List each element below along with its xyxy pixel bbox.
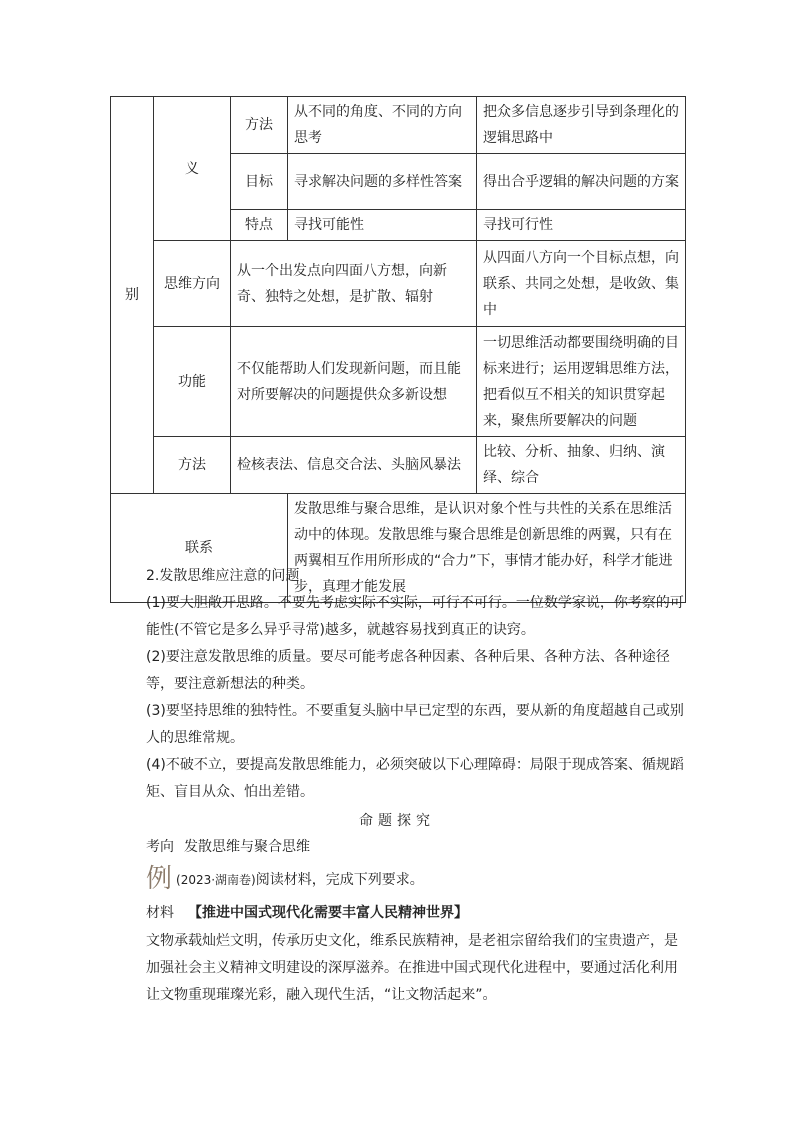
table-row [111, 437, 686, 494]
material-title: 【推进中国式现代化需要丰富人民精神世界】 [188, 905, 468, 921]
link-label: 联系 [111, 494, 288, 603]
convergent-cell: 寻找可行性 [477, 210, 686, 241]
comparison-table [110, 96, 686, 603]
row-label: 方法 [231, 97, 288, 154]
convergent-cell: 一切思维活动都要围绕明确的目标来进行；运用逻辑思维方法，把看似互不相关的知识贯穿起来，聚焦所要解决的问题 [477, 327, 686, 437]
material-paragraph: 文物承载灿烂文明，传承历史文化，维系民族精神，是老祖宗留给我们的宝贵遗产，是加强社会主义精神文明建设的深厚滋养。在推进中国式现代化进程中，要通过活化利用让文物重现璀璨光彩，融入现代生活，“让文物活起来”。 [146, 933, 678, 1003]
example-source: (2023·湖南卷) [176, 873, 256, 887]
link-text: 发散思维与聚合思维，是认识对象个性与共性的关系在思维活动中的体现。发散思维与聚合思维是创新思维的两翼，只有在两翼相互作用所形成的“合力”下，事情才能办好，科学才能进步，真理才能发展 [288, 494, 686, 603]
divergent-cell: 寻找可能性 [288, 210, 477, 241]
paragraph: (1)要大胆敞开思路。不要先考虑实际不实际，可行不可行。一位数学家说，你考察的可能性(不管它是多么异乎寻常)越多，就越容易找到真正的诀窍。 [146, 595, 684, 638]
section2-title: 2.发散思维应注意的问题 [146, 568, 300, 584]
convergent-cell: 把众多信息逐步引导到条理化的逻辑思路中 [477, 97, 686, 154]
divergent-cell: 不仅能帮助人们发现新问题，而且能对所要解决的问题提供众多新设想 [231, 327, 477, 437]
yi-cell: 义 [154, 97, 231, 241]
convergent-cell: 比较、分析、抽象、归纳、演绎、综合 [477, 437, 686, 494]
example-line [146, 858, 424, 895]
paragraph: (4)不破不立，要提高发散思维能力，必须突破以下心理障碍：局限于现成答案、循规蹈矩、盲目从众、怕出差错。 [146, 757, 684, 800]
table-row [111, 97, 686, 154]
divergent-cell: 从一个出发点向四面八方想，向新奇、独特之处想，是扩散、辐射 [231, 241, 477, 327]
material-line [146, 902, 468, 922]
section-heading: 命题探究 [359, 813, 435, 829]
divergent-cell: 从不同的角度、不同的方向思考 [288, 97, 477, 154]
row-label: 功能 [154, 327, 231, 437]
kaoxiang-line [146, 836, 310, 856]
bie-cell: 别 [111, 97, 154, 494]
material-label: 材料 [146, 905, 174, 921]
row-label: 特点 [231, 210, 288, 241]
table-row [111, 327, 686, 437]
row-label: 方法 [154, 437, 231, 494]
convergent-cell: 从四面八方向一个目标点想，向联系、共同之处想，是收敛、集中 [477, 241, 686, 327]
example-text: 阅读材料，完成下列要求。 [255, 872, 424, 888]
row-label: 思维方向 [154, 241, 231, 327]
kaoxiang-text: 发散思维与聚合思维 [184, 839, 310, 855]
divergent-cell: 检核表法、信息交合法、头脑风暴法 [231, 437, 477, 494]
divergent-cell: 寻求解决问题的多样性答案 [288, 154, 477, 210]
paragraph: (3)要坚持思维的独特性。不要重复头脑中早已定型的东西，要从新的角度超越自己或别人的思维常规。 [146, 703, 684, 746]
row-label: 目标 [231, 154, 288, 210]
example-marker: 例 [146, 864, 173, 894]
paragraph: (2)要注意发散思维的质量。要尽可能考虑各种因素、各种后果、各种方法、各种途径等，要注意新想法的种类。 [146, 649, 670, 692]
kaoxiang-label: 考向 [146, 839, 174, 855]
table-row [111, 241, 686, 327]
convergent-cell: 得出合乎逻辑的解决问题的方案 [477, 154, 686, 210]
